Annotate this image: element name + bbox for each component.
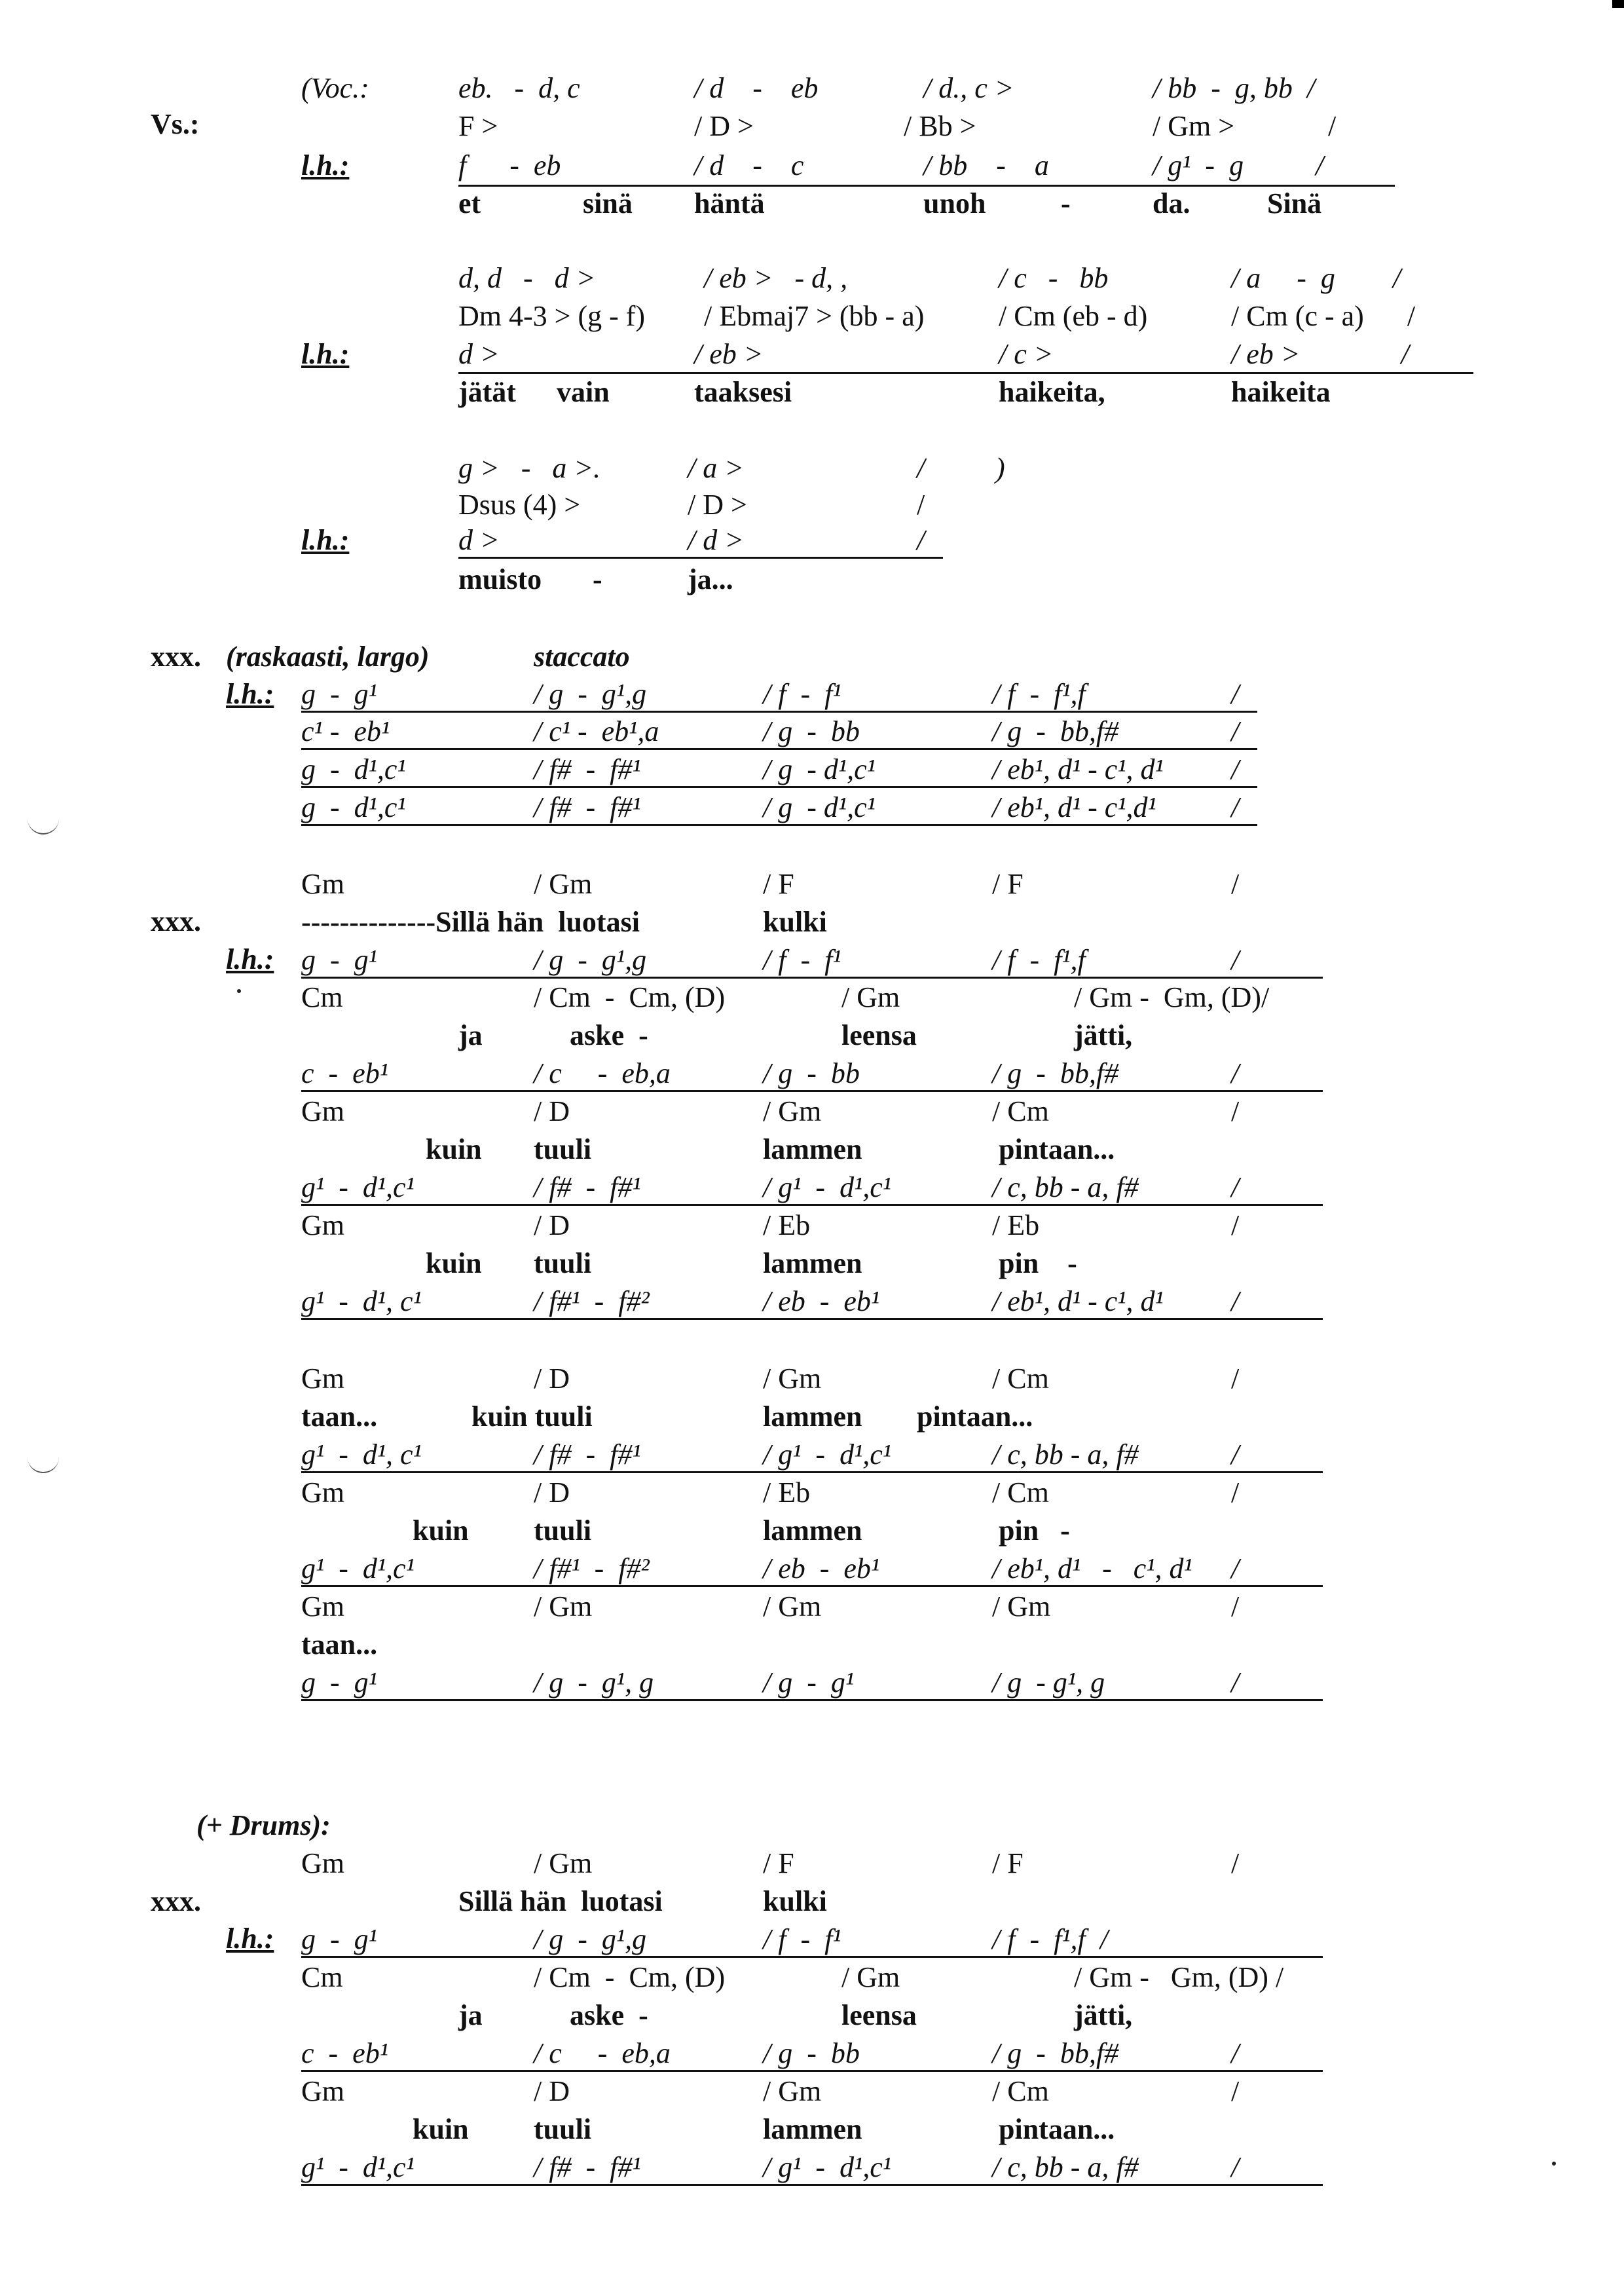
lyric: jätti, xyxy=(1074,1019,1133,1051)
lh-note: / g - bb xyxy=(763,715,860,747)
chord: / xyxy=(1231,1095,1240,1127)
voc-note: / c - bb xyxy=(999,262,1109,294)
lyric: sinä xyxy=(583,187,633,219)
lh-note: / g - g¹, g xyxy=(534,1666,654,1699)
lh-note: / g¹ - g / xyxy=(1153,149,1324,181)
lh-note: d > xyxy=(458,338,500,370)
chord: / Gm xyxy=(763,1590,822,1623)
staff-underline xyxy=(301,1699,1323,1701)
lh-note: / xyxy=(1231,1666,1240,1699)
lh-note: / xyxy=(1231,1057,1240,1089)
chord: / Cm xyxy=(992,1362,1049,1395)
tempo-marking: (raskaasti, largo) xyxy=(226,641,430,673)
lh-note: / eb - eb¹ xyxy=(763,1285,880,1317)
lh-note: d > xyxy=(458,524,500,556)
lh-note: / d > xyxy=(688,524,744,556)
lyric: kuin xyxy=(426,1133,482,1165)
lh-note: / c > xyxy=(999,338,1054,370)
lh-note: / xyxy=(1231,2037,1240,2069)
stray-dot xyxy=(237,989,241,993)
chord: Cm xyxy=(301,981,343,1013)
lyric: lammen xyxy=(763,1514,862,1547)
staff-underline xyxy=(301,1471,1323,1473)
voc-note: / d - eb xyxy=(694,72,819,104)
lh-label: l.h.: xyxy=(301,338,350,370)
lyric: taaksesi xyxy=(694,376,792,408)
lh-note: f - eb xyxy=(458,149,561,181)
voc-note: / xyxy=(917,452,925,484)
lh-note: c¹ - eb¹ xyxy=(301,715,390,747)
chord: / Gm xyxy=(534,1847,593,1879)
chord: / D > xyxy=(688,489,747,521)
chord: / F xyxy=(992,1847,1024,1879)
lyric: aske - xyxy=(570,1999,648,2031)
chord: / F xyxy=(763,1847,794,1879)
lh-note: / eb > / xyxy=(1231,338,1409,370)
lh-note: / bb - a xyxy=(923,149,1049,181)
lh-note: g - g¹ xyxy=(301,1666,377,1699)
lyric: kuin xyxy=(413,2113,469,2145)
lyric: et xyxy=(458,187,481,219)
staff-underline xyxy=(458,185,1395,187)
chord: / xyxy=(1231,868,1240,900)
chord: / Gm - Gm, (D) / xyxy=(1074,1961,1284,1993)
staff-underline xyxy=(301,824,1257,826)
lh-note: / eb¹, d¹ - c¹,d¹ xyxy=(992,791,1156,823)
lh-note: / f - f¹,f / xyxy=(992,1923,1108,1955)
lyric: ja xyxy=(458,1999,483,2031)
voc-note: / eb > - d, , xyxy=(704,262,848,294)
lh-note: / f# - f#¹ xyxy=(534,791,641,823)
lyric: Sillä hän luotasi xyxy=(458,1885,663,1917)
lyric: tuuli xyxy=(534,1514,592,1547)
chord: / D xyxy=(534,1209,570,1241)
chord: Dsus (4) > xyxy=(458,489,581,521)
lh-note: / f - f¹ xyxy=(763,678,841,710)
lyric: pin - xyxy=(999,1514,1070,1547)
chord: / Gm xyxy=(992,1590,1051,1623)
staff-underline xyxy=(301,1204,1323,1206)
staff-underline xyxy=(301,1585,1323,1587)
lh-label: l.h.: xyxy=(301,524,350,556)
chord: / Cm xyxy=(992,1095,1049,1127)
chord: / xyxy=(1231,1476,1240,1509)
staff-underline xyxy=(301,1956,1323,1958)
stray-dot xyxy=(1552,2162,1556,2166)
chord: Gm xyxy=(301,1362,344,1395)
lh-note: / xyxy=(1231,678,1240,710)
lh-note: / g - d¹,c¹ xyxy=(763,753,876,785)
lh-note: / f - f¹ xyxy=(763,1923,841,1955)
lh-note: / g - bb xyxy=(763,2037,860,2069)
lyric: häntä xyxy=(694,187,765,219)
lyric: taan... xyxy=(301,1400,378,1433)
lh-note: / xyxy=(1231,944,1240,976)
lyric: haikeita, xyxy=(999,376,1105,408)
chord: / Cm - Cm, (D) xyxy=(534,1961,726,1993)
lh-note: / xyxy=(1231,1438,1240,1471)
chord: / Gm xyxy=(763,2075,822,2107)
lh-note: / c - eb,a xyxy=(534,1057,671,1089)
lyric: tuuli xyxy=(534,2113,592,2145)
margin-mark xyxy=(28,1457,59,1473)
chord: Cm xyxy=(301,1961,343,1993)
chord: / Cm - Cm, (D) xyxy=(534,981,726,1013)
chord: / Gm xyxy=(763,1362,822,1395)
staff-underline xyxy=(301,977,1323,979)
lh-note: / xyxy=(917,524,925,556)
lh-note: / c - eb,a xyxy=(534,2037,671,2069)
lyric: jätti, xyxy=(1074,1999,1133,2031)
lyric: pin - xyxy=(999,1247,1077,1279)
staff-underline xyxy=(301,711,1257,713)
lh-note: / xyxy=(1231,2151,1240,2183)
chord: / Gm > / xyxy=(1153,110,1337,142)
articulation-marking: staccato xyxy=(534,641,630,673)
lyric: pintaan... xyxy=(999,2113,1115,2145)
lh-note: / f - f¹,f xyxy=(992,944,1086,976)
staff-underline xyxy=(301,2184,1323,2186)
chord: / Gm xyxy=(534,1590,593,1623)
chord: / Gm xyxy=(841,1961,900,1993)
lh-note: g - g¹ xyxy=(301,678,377,710)
lh-note: g - g¹ xyxy=(301,1923,377,1955)
lyric: lammen xyxy=(763,1247,862,1279)
staff-underline xyxy=(458,557,943,559)
chord: / Gm xyxy=(763,1095,822,1127)
lh-note: / xyxy=(1231,1285,1240,1317)
corner-mark xyxy=(1612,0,1624,8)
lh-note: / g¹ - d¹,c¹ xyxy=(763,1171,891,1203)
section-label-drums: xxx. xyxy=(151,1885,201,1917)
chord: / Gm - Gm, (D)/ xyxy=(1074,981,1270,1013)
lh-note: / g - bb,f# xyxy=(992,2037,1119,2069)
lyric: unoh xyxy=(923,187,986,219)
voc-note: g > - a >. xyxy=(458,452,601,484)
lh-note: / f - f¹,f xyxy=(992,678,1086,710)
lh-label: l.h.: xyxy=(226,1923,274,1955)
voc-note: / a > xyxy=(688,452,744,484)
lh-note: g¹ - d¹,c¹ xyxy=(301,1171,415,1203)
lh-note: / xyxy=(1231,753,1240,785)
lh-note: c - eb¹ xyxy=(301,1057,388,1089)
chord: / xyxy=(1231,1590,1240,1623)
staff-underline xyxy=(301,786,1257,788)
staff-underline xyxy=(301,2070,1323,2072)
lyric: taan... xyxy=(301,1628,378,1661)
lh-note: g¹ - d¹, c¹ xyxy=(301,1285,422,1317)
lh-note: / g - bb xyxy=(763,1057,860,1089)
lh-note: / f# - f#¹ xyxy=(534,2151,641,2183)
lh-note: / xyxy=(1231,1171,1240,1203)
lyric: kulki xyxy=(763,1885,827,1917)
lh-note: / f#¹ - f#² xyxy=(534,1552,650,1585)
chord: Gm xyxy=(301,1476,344,1509)
lh-note: / g - g¹,g xyxy=(534,1923,647,1955)
chord: / Cm xyxy=(992,1476,1049,1509)
chord: Gm xyxy=(301,1590,344,1623)
chord: / Eb xyxy=(763,1209,811,1241)
lh-note: / g¹ - d¹,c¹ xyxy=(763,1438,891,1471)
lh-note: / g - g¹, g xyxy=(992,1666,1105,1699)
chord: / D xyxy=(534,2075,570,2107)
chord: Gm xyxy=(301,2075,344,2107)
lh-note: / eb > xyxy=(694,338,764,370)
lyric: tuuli xyxy=(534,1247,592,1279)
lyric: --------------Sillä hän luotasi xyxy=(301,906,640,938)
staff-underline xyxy=(458,372,1473,374)
lyric: - xyxy=(1061,187,1071,219)
lh-note: / xyxy=(1231,791,1240,823)
lh-note: / f# - f#¹ xyxy=(534,1438,641,1471)
lh-label: l.h.: xyxy=(226,678,274,710)
chord: / F xyxy=(992,868,1024,900)
lyric: vain xyxy=(557,376,610,408)
chord: / D xyxy=(534,1476,570,1509)
chord: / Gm xyxy=(841,981,900,1013)
lyric: kulki xyxy=(763,906,827,938)
lh-note: g - d¹,c¹ xyxy=(301,753,406,785)
lyric: lammen xyxy=(763,2113,862,2145)
chord: Gm xyxy=(301,1209,344,1241)
lh-note: g - g¹ xyxy=(301,944,377,976)
lyric: lammen xyxy=(763,1400,862,1433)
drums-title: (+ Drums): xyxy=(196,1809,331,1841)
chord: / Ebmaj7 > (bb - a) xyxy=(704,300,925,332)
chord: / D xyxy=(534,1362,570,1395)
section-label-verse: xxx. xyxy=(151,905,201,937)
lh-note: / g¹ - d¹,c¹ xyxy=(763,2151,891,2183)
lh-note: / c, bb - a, f# xyxy=(992,1171,1139,1203)
lh-label: l.h.: xyxy=(301,149,350,181)
lh-note: g¹ - d¹,c¹ xyxy=(301,2151,415,2183)
lh-note: / eb¹, d¹ - c¹, d¹ xyxy=(992,1552,1192,1585)
voc-note: / d., c > xyxy=(923,72,1014,104)
lh-note: / eb¹, d¹ - c¹, d¹ xyxy=(992,753,1164,785)
lh-note: / eb - eb¹ xyxy=(763,1552,880,1585)
lh-note: / f - f¹ xyxy=(763,944,841,976)
lyric: lammen xyxy=(763,1133,862,1165)
section-label-largo: xxx. xyxy=(151,641,201,673)
lh-note: / c¹ - eb¹,a xyxy=(534,715,659,747)
lyric: aske - xyxy=(570,1019,648,1051)
lh-note: g - d¹,c¹ xyxy=(301,791,406,823)
lh-note: / f# - f#¹ xyxy=(534,1171,641,1203)
lh-note: / g - g¹,g xyxy=(534,944,647,976)
lyric: haikeita xyxy=(1231,376,1331,408)
lh-note: g¹ - d¹,c¹ xyxy=(301,1552,415,1585)
lyric: da. xyxy=(1153,187,1190,219)
lh-note: / xyxy=(1231,715,1240,747)
chord: Gm xyxy=(301,1095,344,1127)
lh-label: l.h.: xyxy=(226,943,274,975)
lh-note: / g - bb,f# xyxy=(992,715,1119,747)
lyric: ja xyxy=(458,1019,483,1051)
lh-note: / g - bb,f# xyxy=(992,1057,1119,1089)
lh-note: c - eb¹ xyxy=(301,2037,388,2069)
chord: / F xyxy=(763,868,794,900)
section-label-vs: Vs.: xyxy=(151,108,200,140)
voc-note: d, d - d > xyxy=(458,262,596,294)
voc-label: (Voc.: xyxy=(301,72,369,104)
chord: Gm xyxy=(301,1847,344,1879)
chord: / xyxy=(1231,1209,1240,1241)
voc-note: / bb - g, bb / xyxy=(1153,72,1316,104)
chord: / xyxy=(1231,2075,1240,2107)
lh-note: / c, bb - a, f# xyxy=(992,1438,1139,1471)
lh-note: g¹ - d¹, c¹ xyxy=(301,1438,422,1471)
lyric: leensa xyxy=(841,1019,917,1051)
lyric: jätät xyxy=(458,376,516,408)
staff-underline xyxy=(301,1090,1323,1092)
margin-mark xyxy=(28,819,59,835)
lh-note: / f#¹ - f#² xyxy=(534,1285,650,1317)
chord: / D > xyxy=(694,110,754,142)
lyric: kuin tuuli xyxy=(471,1400,593,1433)
lyric: - xyxy=(593,563,602,595)
chord: / Bb > xyxy=(904,110,976,142)
chord: Gm xyxy=(301,868,344,900)
lyric: tuuli xyxy=(534,1133,592,1165)
chord: / xyxy=(1231,1847,1240,1879)
lh-note: / c, bb - a, f# xyxy=(992,2151,1139,2183)
staff-underline xyxy=(301,748,1257,750)
lh-note: / xyxy=(1231,1552,1240,1585)
chord: / Cm xyxy=(992,2075,1049,2107)
chord: / Eb xyxy=(763,1476,811,1509)
chord: / xyxy=(1231,1362,1240,1395)
chord: / Cm (eb - d) xyxy=(999,300,1148,332)
voc-note: ) xyxy=(995,452,1005,484)
chord: / Cm (c - a) / xyxy=(1231,300,1416,332)
lh-note: / g - g¹,g xyxy=(534,678,647,710)
lyric: muisto xyxy=(458,563,542,595)
lyric: kuin xyxy=(413,1514,469,1547)
chord: / Gm xyxy=(534,868,593,900)
chord: / D xyxy=(534,1095,570,1127)
chord: / Eb xyxy=(992,1209,1040,1241)
lyric: pintaan... xyxy=(917,1400,1033,1433)
staff-underline xyxy=(301,1318,1323,1320)
chord: F > xyxy=(458,110,498,142)
voc-note: eb. - d, c xyxy=(458,72,580,104)
lyric: pintaan... xyxy=(999,1133,1115,1165)
lyric: ja... xyxy=(688,563,733,595)
lyric: Sinä xyxy=(1267,187,1322,219)
lh-note: / eb¹, d¹ - c¹, d¹ xyxy=(992,1285,1164,1317)
voc-note: / a - g / xyxy=(1231,262,1401,294)
chord: Dm 4-3 > (g - f) xyxy=(458,300,646,332)
lh-note: / g - d¹,c¹ xyxy=(763,791,876,823)
lh-note: / f# - f#¹ xyxy=(534,753,641,785)
lyric: kuin xyxy=(426,1247,482,1279)
lh-note: / d - c xyxy=(694,149,804,181)
chord: / xyxy=(917,489,925,521)
lh-note: / g - g¹ xyxy=(763,1666,855,1699)
lyric: leensa xyxy=(841,1999,917,2031)
